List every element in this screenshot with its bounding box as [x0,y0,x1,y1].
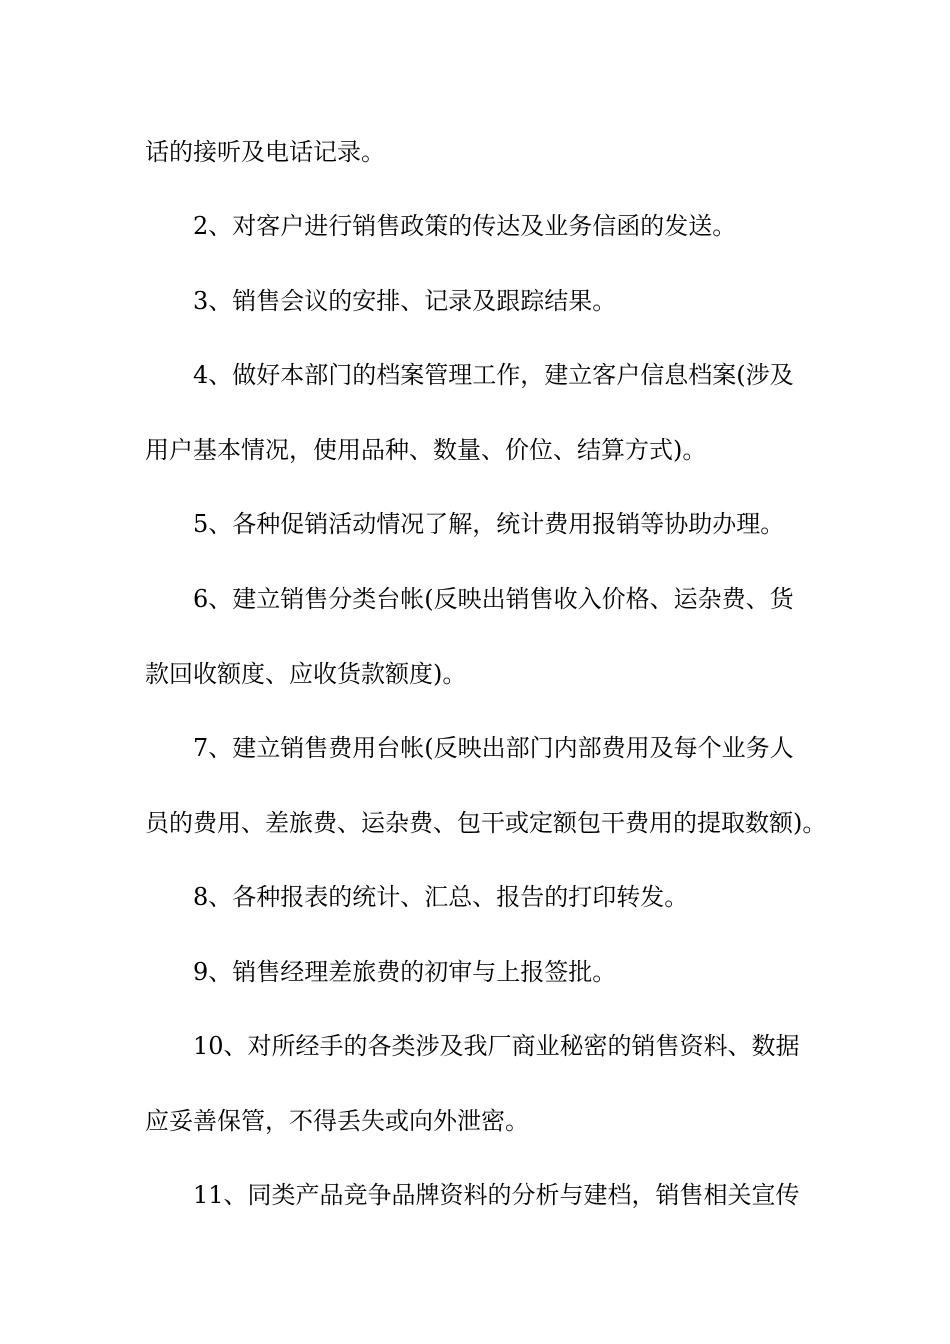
text-line-7: 6、建立销售分类台帐(反映出销售收入价格、运杂费、货 [193,585,794,613]
text-line-1: 话的接听及电话记录。 [145,138,385,166]
text-line-9: 7、建立销售费用台帐(反映出部门内部费用及每个业务人 [193,734,794,762]
text-line-13: 10、对所经手的各类涉及我厂商业秘密的销售资料、数据 [193,1032,800,1060]
text-line-6: 5、各种促销活动情况了解，统计费用报销等协助办理。 [193,510,785,538]
text-line-8: 款回收额度、应收货款额度)。 [145,660,467,688]
text-line-2: 2、对客户进行销售政策的传达及业务信函的发送。 [193,212,737,240]
text-line-5: 用户基本情况，使用品种、数量、价位、结算方式)。 [145,436,707,464]
text-line-3: 3、销售会议的安排、记录及跟踪结果。 [193,287,617,315]
text-line-11: 8、各种报表的统计、汇总、报告的打印转发。 [193,883,689,911]
text-line-4: 4、做好本部门的档案管理工作，建立客户信息档案(涉及 [193,361,794,389]
text-line-15: 11、同类产品竞争品牌资料的分析与建档，销售相关宣传 [193,1181,800,1209]
text-line-14: 应妥善保管，不得丢失或向外泄密。 [145,1107,529,1135]
text-line-12: 9、销售经理差旅费的初审与上报签批。 [193,958,617,986]
text-line-10: 员的费用、差旅费、运杂费、包干或定额包干费用的提取数额)。 [145,809,827,837]
